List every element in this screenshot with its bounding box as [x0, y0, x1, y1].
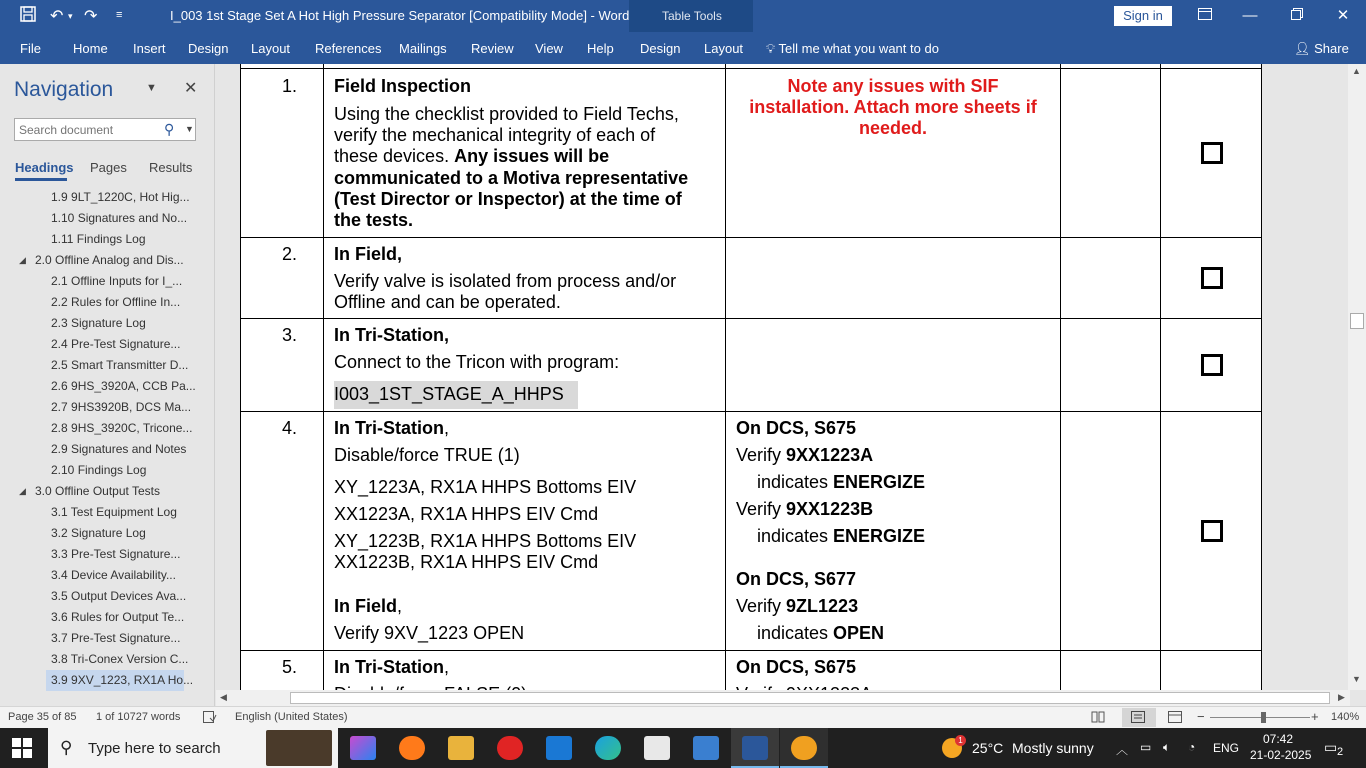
verify-line [736, 499, 873, 520]
scroll-up-icon[interactable]: ▲ [1352, 66, 1361, 76]
app-icon[interactable] [693, 736, 719, 760]
file-explorer-icon[interactable] [448, 736, 474, 760]
firefox-icon[interactable] [399, 736, 425, 760]
table-border [1261, 64, 1262, 690]
ribbon-display-options-icon[interactable] [1190, 4, 1220, 28]
step-number: 5. [282, 657, 298, 677]
step-text: XX1223B, RX1A HHPS EIV Cmd [334, 552, 599, 572]
step-heading-comma: , [397, 596, 403, 616]
tab-references[interactable]: References [315, 41, 382, 56]
step-heading [334, 418, 449, 439]
clock-time[interactable]: 07:42 [1263, 732, 1294, 746]
tab-file[interactable]: File [20, 41, 41, 56]
step-text: communicated to a Motiva representative [334, 168, 689, 188]
tag-name: 9ZL1223 [786, 596, 859, 616]
step-heading: In Field, [334, 244, 403, 264]
nav-heading[interactable]: 2.4 Pre-Test Signature... [51, 337, 181, 351]
web-layout-icon[interactable] [1168, 711, 1182, 726]
nav-tab-headings[interactable]: Headings [15, 160, 74, 175]
taskbar-app-active[interactable] [780, 728, 828, 768]
table-border [240, 318, 1262, 319]
page-count[interactable]: Page 35 of 85 [8, 711, 77, 723]
step-heading: Field Inspection [334, 76, 472, 96]
checkbox[interactable] [1201, 354, 1223, 376]
tab-design[interactable]: Design [188, 41, 229, 56]
input-language[interactable]: ENG [1213, 741, 1240, 755]
windows-start-icon[interactable] [12, 738, 32, 758]
nav-heading[interactable]: 2.9 Signatures and Notes [51, 442, 187, 456]
step-heading: In Tri-Station, [334, 325, 449, 345]
step-text-bold: Any issues will be [454, 146, 610, 166]
step-text: verify the mechanical integrity of each of [334, 125, 656, 145]
search-icon[interactable]: ⚲ [164, 121, 175, 137]
ribbon-tabs [0, 32, 1366, 64]
state-value: OPEN [833, 623, 885, 643]
scroll-left-icon[interactable]: ◀ [220, 692, 227, 702]
tab-mailings[interactable]: Mailings [399, 41, 447, 56]
verify-word: Verify [736, 499, 787, 519]
customize-toolbar-icon[interactable]: ≡ [116, 9, 123, 21]
battery-icon[interactable]: ▭ [1140, 740, 1152, 754]
nav-heading[interactable]: 3.5 Output Devices Ava... [51, 589, 187, 603]
step-text-normal: these devices. [334, 146, 455, 166]
nav-heading[interactable]: 2.0 Offline Analog and Dis... [35, 253, 184, 267]
undo-dropdown-icon[interactable]: ▾ [68, 11, 73, 21]
nav-heading[interactable]: 2.1 Offline Inputs for I_... [51, 274, 183, 288]
step-text [334, 146, 609, 167]
dcs-heading: On DCS, S677 [736, 569, 857, 589]
verify-line [736, 596, 858, 617]
nav-heading[interactable]: 3.3 Pre-Test Signature... [51, 547, 181, 561]
nav-heading[interactable]: 3.4 Device Availability... [51, 568, 176, 582]
active-tab-indicator [15, 178, 67, 181]
pane-options-icon[interactable]: ▼ [146, 82, 157, 94]
notifications-icon[interactable]: ▭ [1324, 739, 1338, 755]
nav-heading[interactable]: 3.1 Test Equipment Log [51, 505, 177, 519]
taskbar [0, 728, 1366, 768]
step-number: 4. [282, 418, 298, 438]
indicates-line [757, 472, 925, 493]
step-heading-bold: In Tri-Station [334, 418, 444, 438]
copilot-icon[interactable] [350, 736, 376, 760]
nav-tab-results[interactable]: Results [149, 160, 193, 175]
undo-icon[interactable]: ↶ [50, 8, 64, 25]
note-text: needed. [858, 118, 928, 138]
checkbox[interactable] [1201, 267, 1223, 289]
table-tools-label: Table Tools [662, 9, 722, 23]
nav-heading[interactable]: 3.6 Rules for Output Te... [51, 610, 185, 624]
nav-heading[interactable]: 2.8 9HS_3920C, Tricone... [51, 421, 193, 435]
language-status[interactable]: English (United States) [235, 711, 348, 723]
sign-in-button[interactable]: Sign in [1114, 6, 1172, 26]
zoom-out-icon[interactable]: − [1197, 709, 1205, 724]
indicates-word: indicates [757, 623, 834, 643]
tab-view[interactable]: View [535, 41, 563, 56]
mail-icon[interactable] [546, 736, 572, 760]
horizontal-scroll-thumb[interactable] [290, 692, 1330, 704]
collapse-triangle-icon[interactable]: ◢ [19, 255, 26, 265]
tab-help[interactable]: Help [587, 41, 614, 56]
collapse-triangle-icon[interactable]: ◢ [19, 486, 26, 496]
scroll-right-icon[interactable]: ▶ [1338, 692, 1345, 702]
zoom-level[interactable]: 140% [1331, 711, 1360, 723]
indicates-word: indicates [757, 472, 834, 492]
nav-heading-selected[interactable]: 3.9 9XV_1223, RX1A Ho... [51, 673, 194, 687]
checkbox[interactable] [1201, 520, 1223, 542]
person-icon: 👤︎ [1294, 41, 1311, 56]
opera-icon[interactable] [497, 736, 523, 760]
verify-line [736, 445, 873, 466]
tab-table-design[interactable]: Design [640, 41, 681, 56]
step-number: 2. [282, 244, 298, 264]
word-count[interactable]: 1 of 10727 words [96, 711, 181, 723]
dcs-heading: On DCS, S675 [736, 657, 857, 677]
taskbar-search-placeholder: Type here to search [88, 740, 221, 757]
step-number: 1. [282, 76, 298, 96]
tab-table-layout[interactable]: Layout [704, 41, 744, 56]
program-name[interactable]: I003_1ST_STAGE_A_HHPS [334, 384, 564, 404]
taskbar-search-box[interactable] [48, 728, 338, 768]
step-text: the tests. [334, 210, 414, 230]
step-text: Using the checklist provided to Field Techs, [334, 104, 679, 124]
speaker-icon[interactable]: 🔈︎ [1163, 740, 1171, 754]
save-icon[interactable] [20, 6, 36, 27]
table-border [240, 64, 241, 690]
word-icon [742, 736, 768, 760]
nav-heading[interactable]: 2.5 Smart Transmitter D... [51, 358, 189, 372]
restore-icon[interactable] [1282, 4, 1312, 28]
weather-badge: 1 [955, 735, 966, 746]
step-heading-bold: In Field [334, 596, 397, 616]
step-text: XY_1223A, RX1A HHPS Bottoms EIV [334, 477, 637, 497]
proofing-icon[interactable] [203, 711, 217, 726]
table-border [1160, 64, 1161, 690]
table-border [725, 64, 726, 690]
nav-heading[interactable]: 2.10 Findings Log [51, 463, 147, 477]
step-heading [334, 596, 402, 617]
tag-name: 9XX1223A [786, 445, 874, 465]
nav-heading[interactable]: 1.11 Findings Log [51, 232, 146, 246]
redo-icon[interactable]: ↷ [84, 8, 98, 25]
navigation-pane [0, 64, 215, 706]
zoom-in-icon[interactable]: + [1311, 709, 1319, 724]
share-label: Share [1314, 41, 1349, 56]
nav-heading[interactable]: 2.3 Signature Log [51, 316, 146, 330]
document-title: I_003 1st Stage Set A Hot High Pressure Separator [Compatibility Mode] - Word [170, 8, 630, 23]
read-mode-icon[interactable] [1091, 711, 1105, 726]
step-text: Verify 9XV_1223 OPEN [334, 623, 525, 643]
close-window-icon[interactable]: ✕ [1336, 7, 1350, 24]
indicates-line [757, 623, 884, 644]
step-text: (Test Director or Inspector) at the time of [334, 189, 682, 209]
search-icon: ⚲ [60, 738, 73, 757]
table-border [1060, 64, 1061, 690]
chevron-up-icon[interactable]: ︿ [1116, 743, 1129, 757]
note-text: installation. Attach more sheets if [749, 97, 1037, 117]
zoom-slider-track[interactable] [1210, 717, 1310, 718]
nav-heading[interactable]: 2.6 9HS_3920A, CCB Pa... [51, 379, 196, 393]
vertical-scroll-thumb[interactable] [1350, 313, 1364, 329]
checkbox[interactable] [1201, 142, 1223, 164]
tell-me-search[interactable] [766, 41, 939, 57]
notification-count: 2 [1337, 746, 1344, 758]
state-value: ENERGIZE [833, 526, 926, 546]
state-value: ENERGIZE [833, 472, 926, 492]
nav-heading[interactable]: 1.10 Signatures and No... [51, 211, 188, 225]
zoom-slider-thumb[interactable] [1261, 712, 1266, 723]
scroll-down-icon[interactable]: ▼ [1352, 674, 1361, 684]
share-button[interactable] [1294, 41, 1349, 57]
nav-heading[interactable]: 1.9 9LT_1220C, Hot Hig... [51, 190, 190, 204]
tell-me-label: Tell me what you want to do [778, 41, 939, 56]
step-heading [334, 657, 449, 678]
vertical-scrollbar[interactable] [1348, 64, 1366, 690]
minimize-icon[interactable]: — [1242, 7, 1258, 24]
table-border [323, 64, 324, 690]
network-icon[interactable]: ◔ [1188, 740, 1196, 754]
weather-desc[interactable]: Mostly sunny [1012, 740, 1094, 756]
verify-word: Verify [736, 445, 787, 465]
step-text: Connect to the Tricon with program: [334, 352, 620, 372]
document-page[interactable] [240, 64, 1262, 690]
close-pane-icon[interactable]: ✕ [184, 80, 198, 97]
table-border [240, 68, 1262, 69]
tab-review[interactable]: Review [471, 41, 514, 56]
step-text: Verify valve is isolated from process and/or [334, 271, 677, 291]
lightbulb-icon: 💡︎ [766, 41, 776, 56]
print-layout-icon[interactable] [1131, 711, 1145, 726]
app-icon [791, 736, 817, 760]
nav-heading[interactable]: 2.7 9HS3920B, DCS Ma... [51, 400, 192, 414]
tab-insert[interactable]: Insert [133, 41, 166, 56]
nav-heading[interactable]: 3.0 Offline Output Tests [35, 484, 160, 498]
dcs-heading: On DCS, S675 [736, 418, 857, 438]
note-text: Note any issues with SIF [787, 76, 999, 96]
table-border [240, 237, 1262, 238]
navigation-title: Navigation [14, 78, 114, 101]
status-bar [0, 706, 1366, 728]
step-number: 3. [282, 325, 298, 345]
edge-icon[interactable] [595, 736, 621, 760]
nav-heading[interactable]: 2.2 Rules for Offline In... [51, 295, 181, 309]
app-icon[interactable] [644, 736, 670, 760]
table-border [240, 650, 1262, 651]
step-text: XX1223A, RX1A HHPS EIV Cmd [334, 504, 599, 524]
nav-tab-pages[interactable]: Pages [90, 160, 127, 175]
document-area[interactable] [216, 64, 1322, 690]
verify-word: Verify [736, 596, 787, 616]
step-text: Disable/force TRUE (1) [334, 445, 520, 465]
step-text: XY_1223B, RX1A HHPS Bottoms EIV [334, 531, 637, 551]
tab-layout[interactable]: Layout [251, 41, 291, 56]
step-text: Offline and can be operated. [334, 292, 561, 312]
title-bar [0, 0, 1366, 32]
table-border [240, 411, 1262, 412]
tab-home[interactable]: Home [73, 41, 108, 56]
nav-heading[interactable]: 3.2 Signature Log [51, 526, 146, 540]
indicates-word: indicates [757, 526, 834, 546]
nav-heading[interactable]: 3.7 Pre-Test Signature... [51, 631, 181, 645]
clock-date[interactable]: 21-02-2025 [1250, 748, 1312, 762]
search-options-icon[interactable]: ▼ [185, 124, 194, 134]
indicates-line [757, 526, 925, 547]
step-heading-comma: , [444, 657, 450, 677]
step-heading-comma: , [444, 418, 450, 438]
nav-heading[interactable]: 3.8 Tri-Conex Version C... [51, 652, 189, 666]
search-highlight-image [266, 730, 332, 766]
step-heading-bold: In Tri-Station [334, 657, 444, 677]
taskbar-word-active[interactable] [731, 728, 779, 768]
tag-name: 9XX1223B [786, 499, 874, 519]
weather-temp[interactable]: 25°C [972, 740, 1004, 756]
